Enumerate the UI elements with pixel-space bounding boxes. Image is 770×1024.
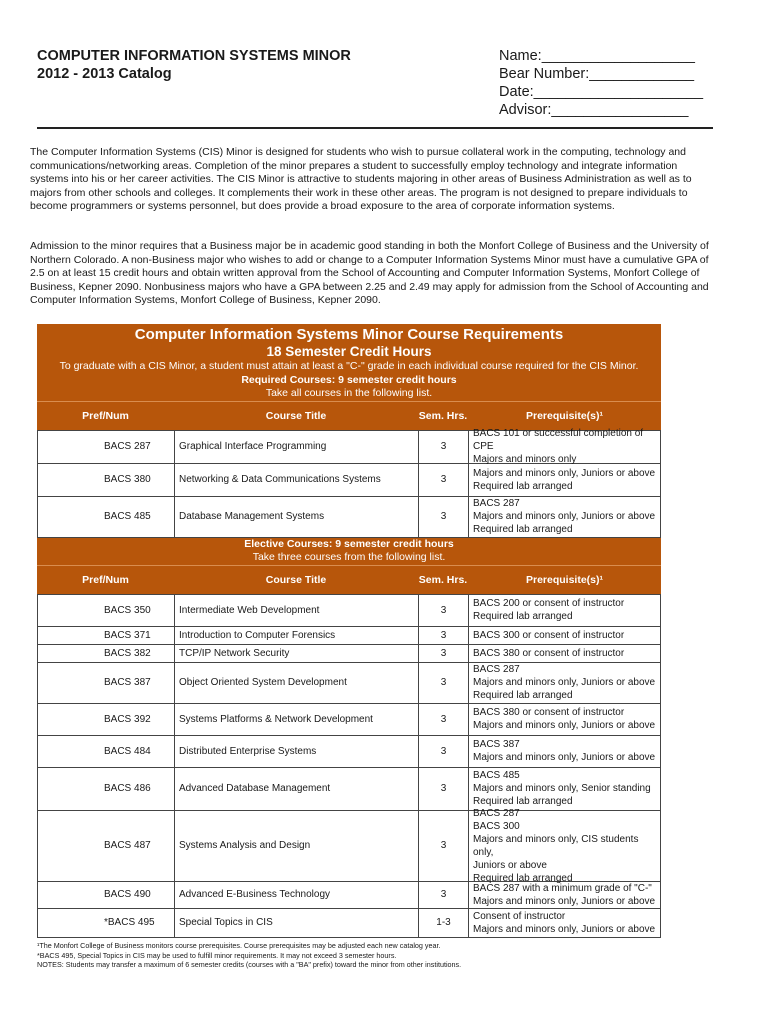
course-hours: 3 xyxy=(418,645,468,662)
prerequisite-line: Majors and minors only, Juniors or above xyxy=(473,467,656,479)
prerequisite-line: Consent of instructor xyxy=(473,910,566,922)
course-number: BACS 392 xyxy=(37,704,174,735)
prerequisite-line: BACS 287 xyxy=(473,498,520,509)
table-row xyxy=(37,645,661,663)
table-row xyxy=(37,663,661,704)
col-prerequisites: Prerequisite(s)¹ xyxy=(525,409,604,422)
course-prerequisites xyxy=(468,428,661,465)
table-row xyxy=(37,704,661,736)
col-pref-num: Pref/Num xyxy=(82,573,129,586)
course-title: Database Management Systems xyxy=(174,497,418,537)
col-prerequisites: Prerequisite(s)¹ xyxy=(525,573,604,586)
course-title: Systems Platforms & Network Development xyxy=(174,704,418,735)
course-number: BACS 486 xyxy=(37,768,174,810)
table-row xyxy=(37,807,661,884)
course-hours: 3 xyxy=(418,736,468,767)
col-sem-hrs: Sem. Hrs. xyxy=(418,409,468,422)
table-hours: 18 Semester Credit Hours xyxy=(266,344,432,359)
footnote-prereq: ¹The Monfort College of Business monitors course prerequisites. Course prerequisites may be adjusted each new catalog year. xyxy=(37,941,441,950)
course-title: Intermediate Web Development xyxy=(174,595,418,626)
course-hours: 3 xyxy=(418,464,468,496)
required-column-header xyxy=(37,401,661,430)
prerequisite-line: BACS 485 xyxy=(473,770,520,781)
date-field[interactable]: Date:_____________________ xyxy=(499,84,704,100)
course-hours: 3 xyxy=(418,497,468,537)
prerequisite-line: BACS 380 or consent of instructor xyxy=(473,707,625,718)
course-number: BACS 387 xyxy=(37,663,174,703)
prerequisite-line: Required lab arranged xyxy=(473,524,573,535)
page-title: COMPUTER INFORMATION SYSTEMS MINOR xyxy=(37,48,351,64)
elective-banner xyxy=(37,538,661,565)
course-prerequisites xyxy=(468,464,661,496)
course-number: *BACS 495 xyxy=(37,909,174,937)
prerequisite-line: BACS 287 xyxy=(473,664,520,675)
table-row xyxy=(37,882,661,909)
course-hours: 3 xyxy=(418,882,468,908)
course-title: Advanced Database Management xyxy=(174,768,418,810)
prerequisite-line: BACS 287 with a minimum grade of "C-" xyxy=(473,882,652,894)
table-row xyxy=(37,594,661,627)
table-row xyxy=(37,430,661,464)
table-row xyxy=(37,909,661,938)
course-number: BACS 487 xyxy=(37,811,174,881)
course-hours: 3 xyxy=(418,663,468,703)
course-title: Graphical Interface Programming xyxy=(174,431,418,463)
intro-paragraph: The Computer Information Systems (CIS) Minor is designed for students who wish to pursue collateral work in the computing, technology and communications/networking areas. Completion of the minor prepares a student to successfully employ technology and integrate information systems into his or her career activities. The CIS Minor is attractive to students majoring in other areas of Business Administration as well as to majors from other schools and colleges. It complements their work in these other areas. The program is not designed to prepare individuals to become programmers or systems personnel, but does provide a broad exposure to the area of corporate information systems. xyxy=(30,146,692,212)
course-title: Systems Analysis and Design xyxy=(174,811,418,881)
prerequisite-line: BACS 101 or successful completion of CPE xyxy=(473,428,644,452)
prerequisite-line: Majors and minors only, Juniors or above xyxy=(473,923,656,935)
prerequisite-line: BACS 387 xyxy=(473,739,520,750)
course-number: BACS 485 xyxy=(37,497,174,537)
course-number: BACS 382 xyxy=(37,645,174,662)
elective-heading: Elective Courses: 9 semester credit hours xyxy=(244,537,454,550)
catalog-year: 2012 - 2013 Catalog xyxy=(37,66,172,82)
prerequisite-line: Majors and minors only, Juniors or above xyxy=(473,720,656,731)
course-hours: 3 xyxy=(418,768,468,810)
name-field[interactable]: Name:___________________ xyxy=(499,48,695,64)
course-title: Networking & Data Communications Systems xyxy=(174,464,418,496)
course-prerequisites xyxy=(468,595,661,626)
course-number: BACS 371 xyxy=(37,627,174,644)
table-banner xyxy=(37,324,661,401)
prerequisite-line: Required lab arranged xyxy=(473,690,573,701)
course-prerequisites xyxy=(468,807,661,884)
course-prerequisites xyxy=(468,663,661,703)
required-note: Take all courses in the following list. xyxy=(265,387,433,399)
prerequisite-line: Majors and minors only, Senior standing xyxy=(473,783,651,794)
prerequisite-line: BACS 380 or consent of instructor xyxy=(473,647,625,659)
course-title: Advanced E-Business Technology xyxy=(174,882,418,908)
course-number: BACS 350 xyxy=(37,595,174,626)
table-row xyxy=(37,464,661,497)
advisor-field[interactable]: Advisor:_________________ xyxy=(499,102,689,118)
grade-rule: To graduate with a CIS Minor, a student must attain at least a "C-" grade in each individual course required for the CIS Minor. xyxy=(59,360,639,372)
table-row xyxy=(37,768,661,811)
prerequisite-line: Majors and minors only, Juniors or above xyxy=(473,677,656,688)
course-hours: 3 xyxy=(418,627,468,644)
course-number: BACS 484 xyxy=(37,736,174,767)
required-heading: Required Courses: 9 semester credit hours xyxy=(241,373,457,386)
course-prerequisites xyxy=(468,768,661,810)
course-hours: 3 xyxy=(418,704,468,735)
prerequisite-line: BACS 200 or consent of instructor xyxy=(473,598,625,609)
course-prerequisites xyxy=(468,645,661,662)
bear-number-field[interactable]: Bear Number:_____________ xyxy=(499,66,695,82)
course-title: Special Topics in CIS xyxy=(174,909,418,937)
col-course-title: Course Title xyxy=(265,409,327,422)
course-number: BACS 287 xyxy=(37,431,174,463)
prerequisite-line: Required lab arranged xyxy=(473,611,573,622)
prerequisite-line: Juniors or above xyxy=(473,859,547,871)
prerequisite-line: Majors and minors only, Juniors or above xyxy=(473,752,656,763)
prerequisite-line: Required lab arranged xyxy=(473,872,573,884)
footnote-bacs495: *BACS 495, Special Topics in CIS may be used to fulfill minor requirements. It may not exceed 3 semester hours. xyxy=(37,950,397,960)
course-prerequisites xyxy=(468,627,661,644)
prerequisite-line: BACS 300 or consent of instructor xyxy=(473,629,625,641)
admission-paragraph: Admission to the minor requires that a Business major be in academic good standing in both the Monfort College of Business and the University of Northern Colorado. A non-Business major who wishes to add or change to a Computer Information Systems Minor must have a cumulative GPA of 2.5 on at least 15 credit hours and obtain written approval from the School of Accounting and Computer Information Systems, Monfort College of Business, Kepner 2090. Nonbusiness majors who have a GPA between 2.25 and 2.49 may apply for admission from the School of Accounting and Computer Information Systems, Monfort College of Business, Kepner 2090. xyxy=(30,240,709,306)
course-prerequisites xyxy=(468,497,661,537)
prerequisite-line: Required lab arranged xyxy=(473,480,573,492)
student-info-fields xyxy=(499,47,703,119)
col-course-title: Course Title xyxy=(265,573,327,586)
header-left xyxy=(37,47,351,83)
elective-rows xyxy=(37,594,661,938)
col-pref-num: Pref/Num xyxy=(82,409,129,422)
course-prerequisites xyxy=(468,736,661,767)
prerequisite-line: BACS 287 xyxy=(473,807,520,819)
course-title: TCP/IP Network Security xyxy=(174,645,418,662)
table-row xyxy=(37,736,661,768)
course-requirements-table xyxy=(37,324,661,938)
col-sem-hrs: Sem. Hrs. xyxy=(418,573,468,586)
prerequisite-line: Majors and minors only, CIS students only, xyxy=(473,833,639,858)
footnote-transfer: NOTES: Students may transfer a maximum of 6 semester credits (courses with a "BA" prefix) toward the minor from other institutions. xyxy=(37,960,462,969)
prerequisite-line: Majors and minors only, Juniors or above xyxy=(473,511,656,522)
course-title: Object Oriented System Development xyxy=(174,663,418,703)
course-title: Distributed Enterprise Systems xyxy=(174,736,418,767)
prerequisite-line: Required lab arranged xyxy=(473,796,573,807)
course-number: BACS 380 xyxy=(37,464,174,496)
table-row xyxy=(37,497,661,538)
course-hours: 3 xyxy=(418,595,468,626)
prerequisite-line: BACS 300 xyxy=(473,820,520,832)
course-prerequisites xyxy=(468,882,661,908)
course-hours: 1-3 xyxy=(418,909,468,937)
course-hours: 3 xyxy=(418,811,468,881)
header-divider xyxy=(37,127,713,129)
course-title: Introduction to Computer Forensics xyxy=(174,627,418,644)
footnotes xyxy=(37,941,717,970)
prerequisite-line: Majors and minors only, Juniors or above xyxy=(473,895,656,907)
table-title: Computer Information Systems Minor Course Requirements xyxy=(134,326,564,343)
table-row xyxy=(37,627,661,645)
required-rows xyxy=(37,430,661,538)
elective-note: Take three courses from the following list. xyxy=(252,551,446,563)
course-prerequisites xyxy=(468,704,661,735)
course-prerequisites xyxy=(468,909,661,937)
course-number: BACS 490 xyxy=(37,882,174,908)
prerequisite-line: Majors and minors only xyxy=(473,454,577,465)
elective-column-header xyxy=(37,565,661,594)
course-hours: 3 xyxy=(418,431,468,463)
